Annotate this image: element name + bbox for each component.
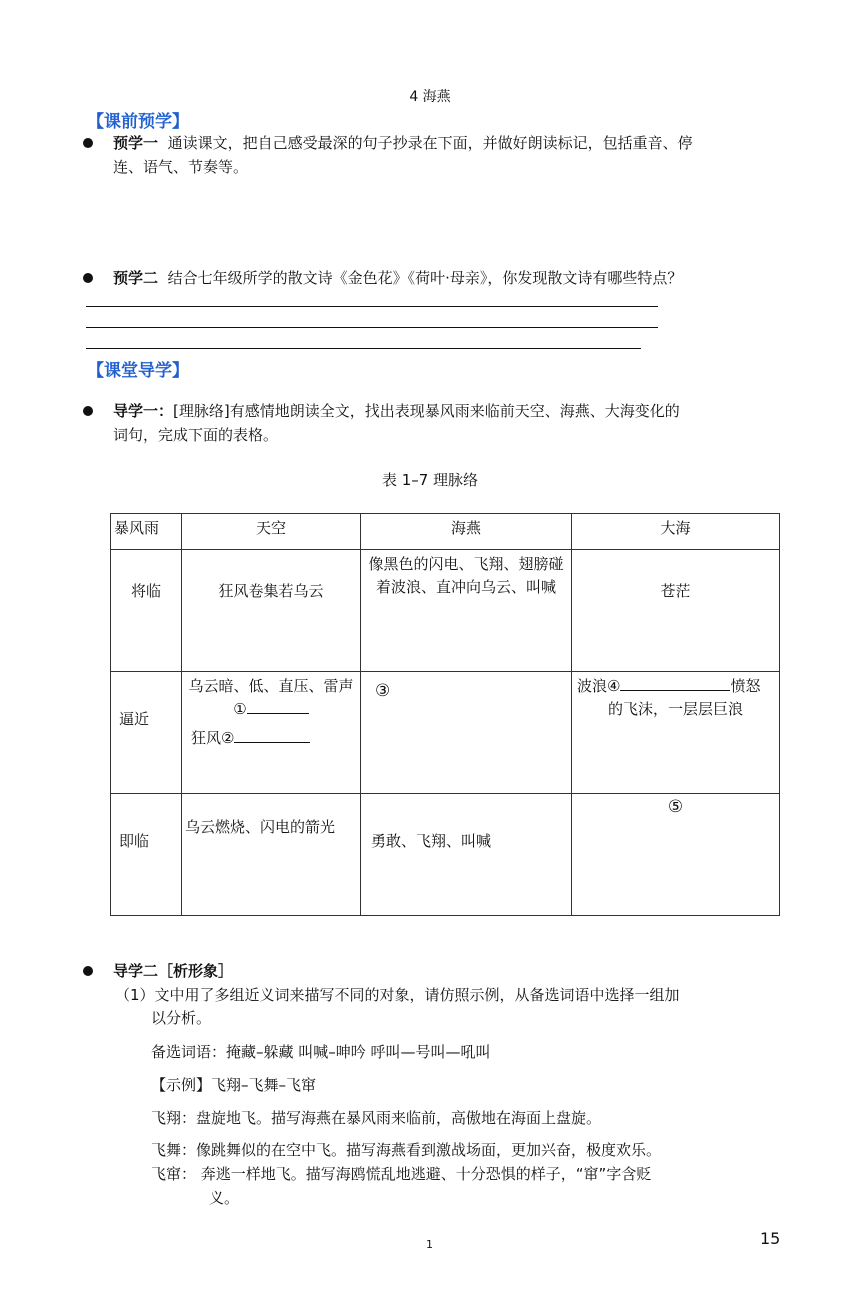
preview-item-1-text-cont: 连、语气、节奏等。: [113, 158, 249, 176]
question-1-cont: 以分析。: [151, 1009, 212, 1027]
table-header: 天空: [182, 514, 361, 550]
table-header: 海燕: [361, 514, 572, 550]
section-heading-preview: 【课前预学】: [87, 112, 189, 132]
bullet-icon: [83, 273, 93, 283]
preview-item-2-text: 结合七年级所学的散文诗《金色花》《荷叶·母亲》，你发现散文诗有哪些特点？: [167, 269, 683, 287]
section-heading-class: 【课堂导学】: [87, 361, 189, 381]
table-row: [111, 672, 780, 794]
row-label: 将临: [111, 550, 182, 672]
cell-sky-line2: [185, 727, 357, 750]
cell-petrel: [361, 672, 572, 794]
table-caption: 表 1–7 理脉络: [381, 471, 479, 489]
cell-sea-text-2: 愤怒: [730, 677, 761, 695]
answer-line[interactable]: [86, 348, 641, 349]
guide-item-2-label: 导学二［析形象］: [113, 962, 234, 980]
cell-sky-line1: [185, 675, 357, 721]
table-row: [111, 794, 780, 916]
example-line-2: 飞舞：像跳舞似的在空中飞。描写海燕看到激战场面，更加兴奋，极度欢乐。: [151, 1141, 662, 1159]
cell-sea-line1: [575, 675, 776, 698]
cell-sky-text-2: 狂风②: [191, 729, 235, 747]
cell-petrel: 像黑色的闪电、飞翔、翅膀碰着波浪、直冲向乌云、叫喊: [361, 550, 572, 672]
preview-item-1: [113, 131, 793, 155]
guide-item-1-label: 导学一：: [113, 402, 174, 420]
question-1: （1）文中用了多组近义词来描写不同的对象，请仿照示例，从备选词语中选择一组加: [115, 986, 680, 1004]
structure-table: [110, 513, 780, 916]
cell-sky: 乌云燃烧、闪电的箭光: [182, 794, 361, 916]
example-title: 【示例】飞翔–飞舞–飞窜: [151, 1076, 317, 1094]
fill-in-blank-1[interactable]: [247, 698, 309, 714]
cell-sea-text-1: 波浪④: [577, 677, 621, 695]
page-number: 15: [760, 1229, 781, 1248]
bullet-icon: [83, 138, 93, 148]
cell-petrel: 勇敢、飞翔、叫喊: [361, 794, 572, 916]
fill-in-blank-5[interactable]: ⑤: [667, 797, 684, 817]
row-label: 逼近: [111, 672, 182, 794]
option-words: 备选词语：掩藏–躲藏 叫喊–呻吟 呼叫—号叫—吼叫: [151, 1043, 491, 1061]
answer-line[interactable]: [86, 327, 658, 328]
guide-item-1-text: [理脉络]有感情地朗读全文，找出表现暴风雨来临前天空、海燕、大海变化的: [173, 402, 680, 420]
page-number-small: 1: [426, 1238, 433, 1251]
preview-item-1-label: 预学一: [113, 134, 159, 152]
table-header-row: [111, 514, 780, 550]
cell-sea-text-3: 的飞沫，一层层巨浪: [607, 700, 743, 718]
example-line-3: 飞窜： 奔逃一样地飞。描写海鸥慌乱地逃避、十分恐惧的样子，“窜”字含贬: [151, 1165, 652, 1183]
table-row: [111, 550, 780, 672]
guide-item-1-text-cont: 词句，完成下面的表格。: [113, 426, 279, 444]
cell-sea: 苍茫: [572, 550, 780, 672]
cell-sky-text-1: 乌云暗、低、直压、雷声①: [188, 677, 354, 718]
fill-in-blank-2[interactable]: [234, 727, 310, 743]
example-line-3-cont: 义。: [209, 1189, 240, 1207]
table-header: 暴风雨: [111, 514, 182, 550]
preview-item-2-label: 预学二: [113, 269, 159, 287]
preview-item-2: [113, 266, 813, 290]
cell-sea: [572, 672, 780, 794]
example-line-1: 飞翔：盘旋地飞。描写海燕在暴风雨来临前，高傲地在海面上盘旋。: [151, 1109, 602, 1127]
bullet-icon: [83, 966, 93, 976]
answer-line[interactable]: [86, 306, 658, 307]
cell-sky: 狂风卷集若乌云: [182, 550, 361, 672]
row-label: 即临: [111, 794, 182, 916]
preview-item-1-text: 通读课文，把自己感受最深的句子抄录在下面，并做好朗读标记，包括重音、停: [167, 134, 693, 152]
guide-item-1: [113, 399, 793, 423]
table-header: 大海: [572, 514, 780, 550]
fill-in-blank-4[interactable]: [620, 675, 730, 691]
cell-sky: [182, 672, 361, 794]
bullet-icon: [83, 406, 93, 416]
fill-in-blank-3[interactable]: ③: [375, 681, 391, 701]
cell-sea: [572, 794, 780, 916]
page-title: 4 海燕: [409, 89, 451, 105]
